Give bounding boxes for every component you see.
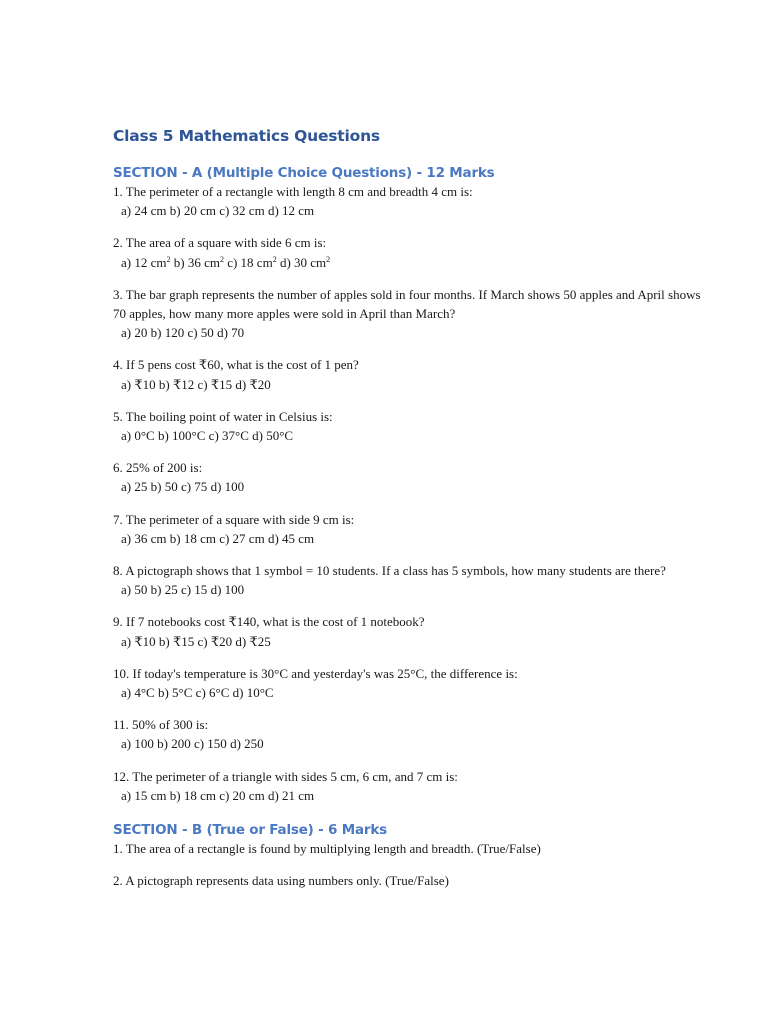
question-options	[113, 477, 713, 496]
question-options	[113, 426, 713, 445]
question-options	[113, 734, 713, 753]
question-text: 11. 50% of 300 is:	[113, 717, 209, 733]
question-options	[113, 253, 713, 272]
question-a-7	[113, 510, 713, 548]
option-b: b) ₹15	[158, 633, 195, 649]
option-c: c) 32 cm	[219, 203, 265, 219]
option-a: a) 12 $cm^2$	[121, 254, 171, 270]
option-c: c) ₹15	[197, 376, 233, 392]
option-a: a) ₹10	[121, 376, 156, 392]
question-options	[113, 632, 713, 651]
option-d: d) 100	[210, 582, 245, 598]
question-options	[113, 786, 713, 805]
question-text: 6. 25% of 200 is:	[113, 460, 203, 476]
question-options	[113, 529, 713, 548]
option-c: c) 6°C	[195, 685, 230, 701]
option-b: b) 36 $cm^2$	[173, 254, 224, 270]
option-d: d) 100	[210, 479, 245, 495]
document-page	[113, 125, 713, 890]
option-b: b) ₹12	[158, 376, 195, 392]
question-text: 1. The area of a rectangle is found by multiplying length and breadth. (True/False)	[113, 841, 541, 857]
option-c: c) ₹20	[197, 633, 233, 649]
question-a-4	[113, 355, 713, 393]
question-a-11	[113, 715, 713, 753]
option-a: a) 4°C	[121, 685, 155, 701]
option-d: d) ₹20	[235, 376, 271, 392]
option-a: a) 15 cm	[121, 787, 167, 803]
question-text: 5. The boiling point of water in Celsius is:	[113, 408, 333, 424]
option-a: a) 0°C	[121, 428, 155, 444]
question-a-5	[113, 407, 713, 445]
question-options	[113, 580, 713, 599]
question-a-9	[113, 612, 713, 650]
option-a: a) 25	[121, 479, 148, 495]
option-a: a) 100	[121, 736, 154, 752]
question-a-2	[113, 233, 713, 271]
option-a: a) 24 cm	[121, 203, 167, 219]
document-title: Class 5 Mathematics Questions	[113, 127, 380, 145]
option-a: a) ₹10	[121, 633, 156, 649]
option-d: d) ₹25	[235, 633, 271, 649]
question-a-12	[113, 767, 713, 805]
question-options	[113, 201, 713, 220]
question-a-1	[113, 182, 713, 220]
section-a-heading: SECTION - A (Multiple Choice Questions) - 12 Marks	[113, 165, 495, 181]
question-b-1	[113, 839, 713, 858]
option-b: b) 20 cm	[169, 203, 216, 219]
question-text: 3. The bar graph represents the number of apples sold in four months. If March shows 50 apples and April shows 70 apples, how many more apples were sold in April than March?	[113, 286, 701, 322]
option-b: b) 18 cm	[169, 530, 216, 546]
option-d: d) 45 cm	[267, 530, 315, 546]
option-b: b) 5°C	[157, 685, 193, 701]
option-d: d) 50°C	[252, 428, 294, 444]
question-a-10	[113, 664, 713, 702]
question-text: 12. The perimeter of a triangle with sides 5 cm, 6 cm, and 7 cm is:	[113, 768, 458, 784]
section-b-heading: SECTION - B (True or False) - 6 Marks	[113, 822, 387, 839]
option-a: a) 20	[121, 325, 148, 341]
question-text: 1. The perimeter of a rectangle with length 8 cm and breadth 4 cm is:	[113, 184, 473, 199]
question-text: 7. The perimeter of a square with side 9 cm is:	[113, 511, 355, 527]
option-c: c) 18 $cm^2$	[227, 254, 277, 270]
option-b: b) 18 cm	[169, 787, 216, 803]
option-d: d) 10°C	[232, 685, 274, 701]
option-d: d) 70	[217, 325, 245, 341]
option-c: c) 75	[180, 479, 208, 495]
option-c: c) 50	[187, 325, 214, 341]
question-text: 9. If 7 notebooks cost ₹140, what is the cost of 1 notebook?	[113, 614, 425, 630]
option-d: d) 30 $cm^2$	[279, 254, 331, 270]
option-b: b) 50	[150, 479, 178, 495]
question-text: 4. If 5 pens cost ₹60, what is the cost of 1 pen?	[113, 357, 359, 373]
option-d: d) 21 cm	[267, 787, 315, 803]
option-b: b) 100°C	[157, 428, 206, 444]
option-b: b) 120	[150, 325, 185, 341]
option-c: c) 37°C	[208, 428, 249, 444]
question-a-3	[113, 285, 713, 343]
question-options	[113, 683, 713, 702]
option-a: a) 36 cm	[121, 530, 167, 546]
question-a-6	[113, 458, 713, 496]
question-options	[113, 323, 713, 342]
question-text: 2. The area of a square with side 6 cm is:	[113, 235, 327, 251]
question-b-2	[113, 871, 713, 890]
option-c: c) 150	[193, 736, 227, 752]
option-d: d) 12 cm	[267, 203, 315, 219]
question-text: 8. A pictograph shows that 1 symbol = 10 students. If a class has 5 symbols, how many students are there?	[113, 563, 666, 579]
question-a-8	[113, 561, 713, 599]
question-text: 10. If today's temperature is 30°C and yesterday's was 25°C, the difference is:	[113, 665, 518, 681]
option-c: c) 15	[180, 582, 208, 598]
option-c: c) 27 cm	[219, 530, 265, 546]
option-d: d) 250	[230, 736, 264, 752]
question-options	[113, 375, 713, 394]
option-a: a) 50	[121, 582, 148, 598]
question-text: 2. A pictograph represents data using numbers only. (True/False)	[113, 873, 449, 889]
option-c: c) 20 cm	[219, 787, 265, 803]
option-b: b) 200	[157, 736, 191, 752]
option-b: b) 25	[150, 582, 178, 598]
